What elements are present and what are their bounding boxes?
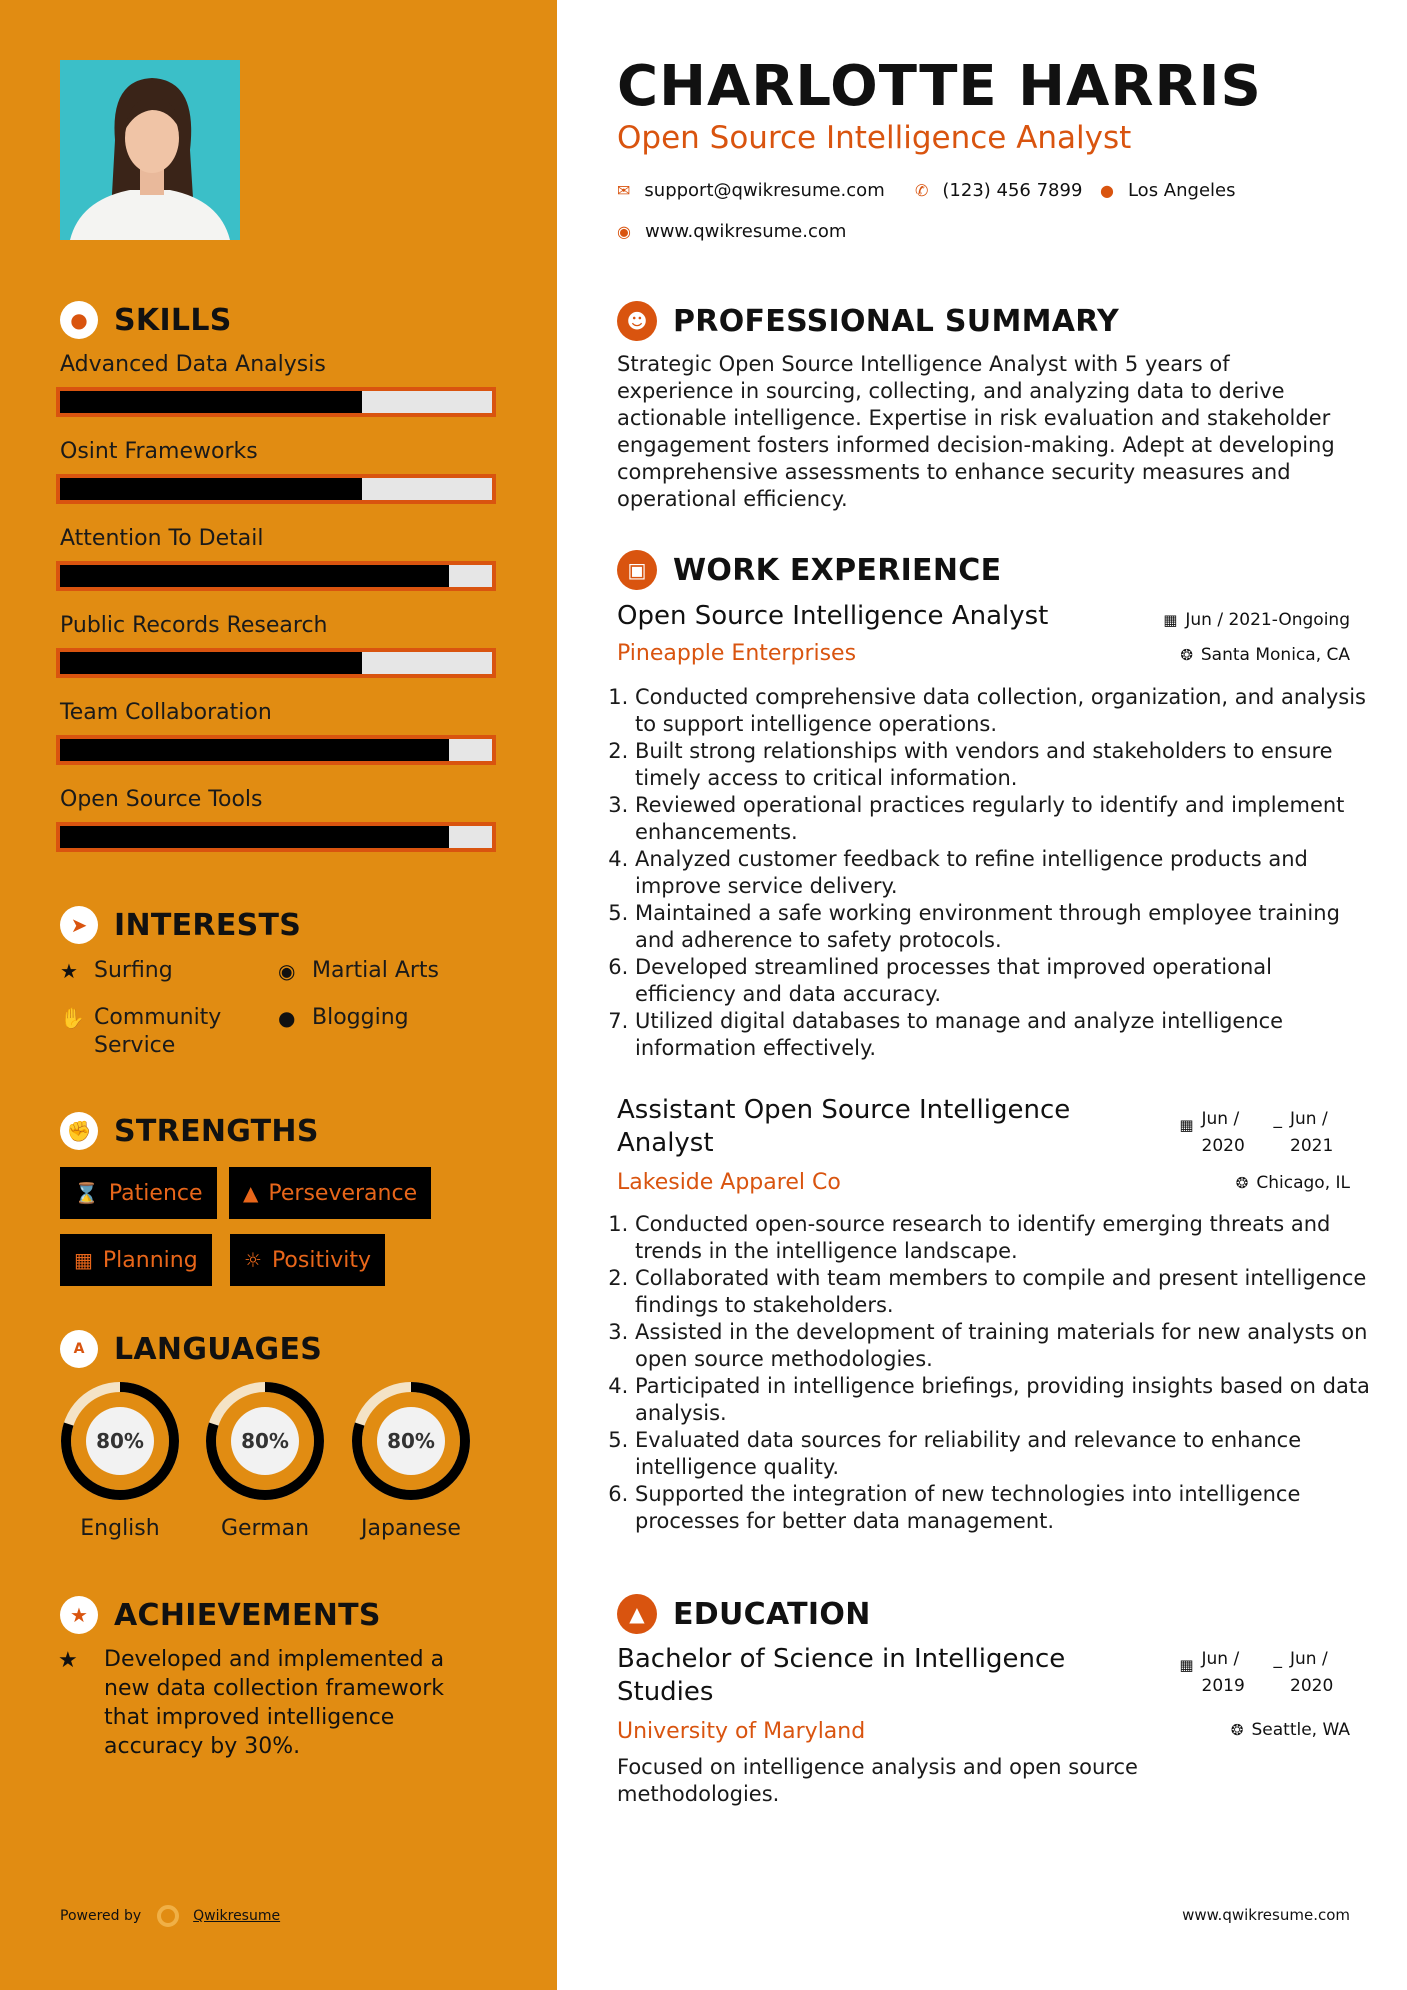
language-label: English — [80, 1516, 160, 1541]
candidate-name: CHARLOTTE HARRIS — [617, 54, 1262, 119]
experience-title: WORK EXPERIENCE — [673, 552, 1002, 588]
phone-icon: ✆ — [915, 181, 929, 200]
pin-icon: ❂ — [1180, 646, 1193, 664]
strength-label: Positivity — [271, 1247, 371, 1273]
skill-label: Team Collaboration — [60, 700, 272, 725]
hand-icon: ✋ — [60, 1006, 85, 1030]
list-item: 1. Conducted comprehensive data collection, organization, and analysis to support intelligence operations. — [635, 684, 1370, 738]
translate-icon: A — [60, 1330, 98, 1368]
language-percent: 80% — [96, 1429, 144, 1453]
lightbulb-icon: ● — [60, 301, 98, 339]
phone-text: (123) 456 7899 — [942, 180, 1083, 201]
job-company: Pineapple Enterprises — [617, 641, 857, 666]
job-title: Assistant Open Source Intelligence Analyst — [617, 1095, 1071, 1158]
star-badge-icon: ★ — [60, 1596, 98, 1634]
job-location-text: Chicago, IL — [1256, 1173, 1350, 1193]
education-date-end: Jun / 2020 — [1290, 1649, 1334, 1696]
job-location — [1236, 1170, 1350, 1197]
education-date: ▦ Jun / 2019 _ Jun / 2020 — [1179, 1646, 1350, 1700]
calendar-icon: ▦ — [1163, 611, 1178, 629]
list-item: 2. Built strong relationships with vendors and stakeholders to ensure timely access to critical information. — [635, 738, 1370, 792]
calendar-icon: ▦ — [1179, 1656, 1194, 1674]
pin-icon: ❂ — [1235, 1174, 1249, 1192]
contact-email — [617, 180, 885, 201]
road-icon: ▲ — [243, 1181, 259, 1205]
interests-title: INTERESTS — [114, 907, 302, 943]
education-title: EDUCATION — [673, 1596, 871, 1632]
language-percent: 80% — [241, 1429, 289, 1453]
achievements-title: ACHIEVEMENTS — [114, 1597, 381, 1633]
skills-title: SKILLS — [114, 302, 232, 338]
list-item: 2. Collaborated with team members to compile and present intelligence findings to stakeholders. — [635, 1265, 1370, 1319]
list-item: 5. Maintained a safe working environment through employee training and adherence to safety protocols. — [635, 900, 1370, 954]
education-heading — [617, 1594, 871, 1634]
powered-by — [60, 1905, 280, 1927]
email-text[interactable]: support@qwikresume.com — [644, 180, 885, 201]
interest-label: Community Service — [94, 1005, 222, 1058]
strength-label: Patience — [108, 1180, 203, 1206]
contact-location — [1100, 180, 1235, 201]
globe-icon: ◉ — [617, 222, 631, 241]
skill-label: Open Source Tools — [60, 787, 263, 812]
school-name: University of Maryland — [617, 1719, 866, 1744]
hourglass-icon: ⌛ — [74, 1181, 99, 1205]
website-text[interactable]: www.qwikresume.com — [644, 221, 847, 242]
languages-title: LANGUAGES — [114, 1331, 323, 1367]
qwikresume-link[interactable]: Qwikresume — [193, 1908, 281, 1924]
skill-label: Public Records Research — [60, 613, 328, 638]
education-date-start: Jun / 2019 — [1201, 1649, 1245, 1696]
strength-label: Planning — [102, 1247, 198, 1273]
graduation-cap-icon: ▲ — [617, 1594, 657, 1634]
powered-label: Powered by — [60, 1908, 142, 1924]
list-item: 6. Supported the integration of new technologies into intelligence processes for better data management. — [635, 1481, 1370, 1535]
job-location — [1180, 642, 1350, 669]
envelope-icon: ✉ — [617, 181, 631, 200]
skill-label: Osint Frameworks — [60, 439, 258, 464]
list-item: 3. Reviewed operational practices regularly to identify and implement enhancements. — [635, 792, 1370, 846]
job-company: Lakeside Apparel Co — [617, 1170, 841, 1195]
paper-plane-icon: ➤ — [60, 906, 98, 944]
list-item: 3. Assisted in the development of training materials for new analysts on open source methodologies. — [635, 1319, 1370, 1373]
users-icon: ● — [278, 1006, 296, 1030]
contact-phone — [915, 180, 1082, 201]
candidate-role: Open Source Intelligence Analyst — [617, 120, 1132, 156]
interest-label: Surfing — [94, 958, 173, 983]
interest-label: Blogging — [312, 1005, 409, 1030]
list-item: 7. Utilized digital databases to manage and analyze intelligence information effectively. — [635, 1008, 1370, 1062]
job-location-text: Santa Monica, CA — [1200, 645, 1350, 665]
job-duties — [617, 684, 1370, 1062]
qwikresume-logo-icon — [157, 1905, 179, 1927]
education-location — [1231, 1717, 1350, 1744]
job-title: Open Source Intelligence Analyst — [617, 601, 1049, 631]
list-item: 4. Participated in intelligence briefings, providing insights based on data analysis. — [635, 1373, 1370, 1427]
skill-label: Attention To Detail — [60, 526, 264, 551]
list-item: 5. Evaluated data sources for reliability and relevance to enhance intelligence quality. — [635, 1427, 1370, 1481]
star-icon: ★ — [60, 959, 78, 983]
calendar-icon: ▦ — [74, 1248, 93, 1272]
list-item: 6. Developed streamlined processes that improved operational efficiency and data accuracy. — [635, 954, 1370, 1008]
education-text: Focused on intelligence analysis and open source methodologies. — [617, 1755, 1138, 1806]
job-date — [1163, 607, 1350, 634]
list-item: 1. Conducted open-source research to identify emerging threats and trends in the intelligence landscape. — [635, 1211, 1370, 1265]
star-icon: ★ — [58, 1648, 78, 1673]
list-item: 4. Analyzed customer feedback to refine intelligence products and improve service delivery. — [635, 846, 1370, 900]
job-duties — [617, 1211, 1370, 1535]
achievement-text: Developed and implemented a new data collection framework that improved intelligence accuracy by 30%. — [104, 1647, 445, 1759]
contact-website — [617, 221, 846, 242]
job-date: ▦ Jun / 2020 _ Jun / 2021 — [1179, 1106, 1350, 1160]
experience-heading — [617, 550, 1001, 590]
user-icon: ☻ — [617, 301, 657, 341]
fist-icon: ✊ — [60, 1112, 98, 1150]
degree-title: Bachelor of Science in Intelligence Studies — [617, 1644, 1066, 1707]
job-date-start: Jun / 2020 — [1201, 1109, 1245, 1156]
strengths-title: STRENGTHS — [114, 1113, 319, 1149]
briefcase-icon: ▣ — [617, 550, 657, 590]
footer-url[interactable]: www.qwikresume.com — [1182, 1906, 1350, 1924]
summary-heading — [617, 301, 1119, 341]
job-date-text: Jun / 2021-Ongoing — [1185, 610, 1350, 630]
location-text: Los Angeles — [1127, 180, 1236, 201]
summary-title: PROFESSIONAL SUMMARY — [673, 303, 1120, 339]
education-location-text: Seattle, WA — [1251, 1720, 1350, 1740]
language-label: Japanese — [361, 1516, 461, 1541]
pin-icon: ❂ — [1230, 1721, 1244, 1739]
language-label: German — [220, 1516, 310, 1541]
sidebar — [0, 0, 557, 1990]
globe-icon: ◉ — [278, 959, 296, 983]
map-pin-icon: ● — [1100, 181, 1114, 200]
skill-label: Advanced Data Analysis — [60, 352, 326, 377]
achievements-heading — [60, 1596, 381, 1634]
summary-text: Strategic Open Source Intelligence Analyst with 5 years of experience in sourcing, collecting, and analyzing data to derive actionable intelligence. Expertise in risk evaluation and stakeholder engagement fosters informed decision-making. Adept at developing comprehensive assessments to enhance security measures and operational efficiency. — [617, 352, 1335, 511]
job-date-end: Jun / 2021 — [1290, 1109, 1334, 1156]
interest-label: Martial Arts — [312, 958, 440, 983]
strength-label: Perseverance — [268, 1180, 418, 1206]
calendar-icon: ▦ — [1179, 1116, 1194, 1134]
language-percent: 80% — [387, 1429, 435, 1453]
sun-icon: ☼ — [244, 1248, 262, 1272]
